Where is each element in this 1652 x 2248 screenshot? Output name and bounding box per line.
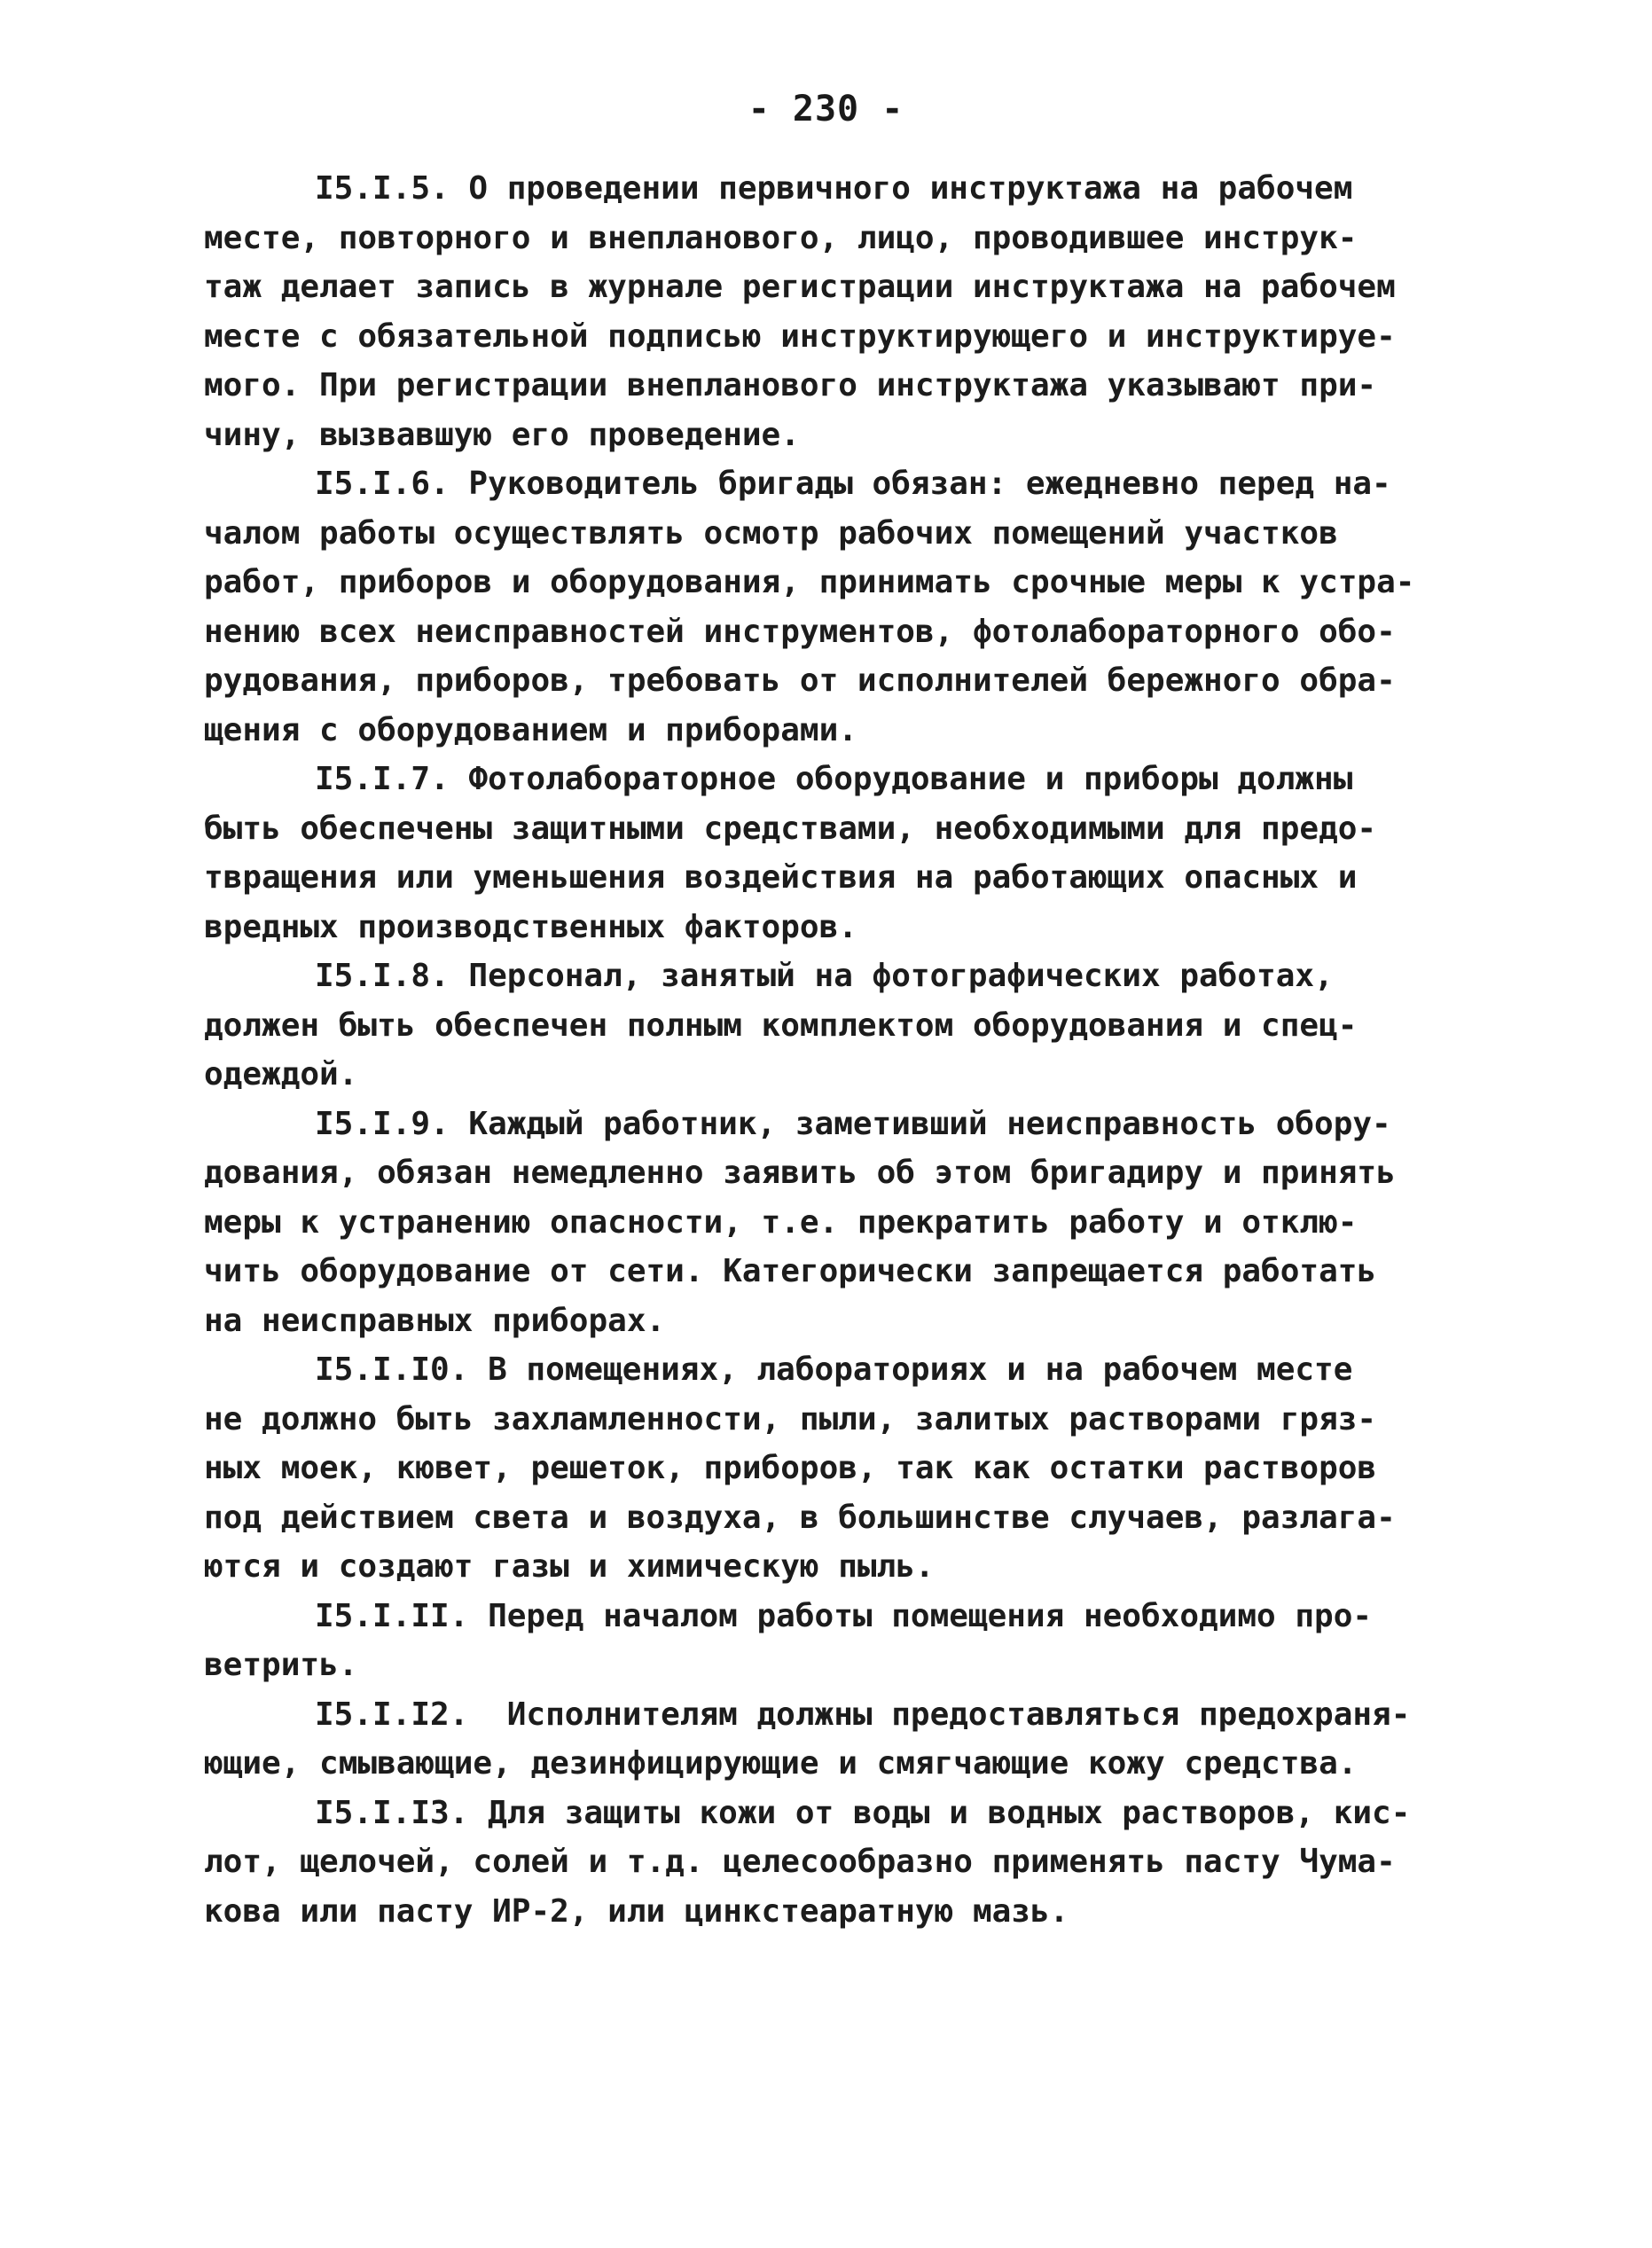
- text-line: I5.I.5. О проведении первичного инструктажа на рабочем: [315, 170, 1353, 207]
- text-line: кова или пасту ИР-2, или цинкстеаратную мазь.: [204, 1892, 1069, 1930]
- text-line: I5.I.9. Каждый работник, заметивший неисправность обору-: [315, 1105, 1391, 1142]
- text-line: не должно быть захламленности, пыли, залитых растворами гряз-: [204, 1400, 1377, 1437]
- text-line: I5.I.II. Перед началом работы помещения необходимо про-: [315, 1597, 1373, 1634]
- text-line: месте, повторного и внепланового, лицо, проводившее инструк-: [204, 219, 1358, 256]
- text-line: I5.I.8. Персонал, занятый на фотографических работах,: [315, 958, 1334, 994]
- text-line: под действием света и воздуха, в большинстве случаев, разлага-: [204, 1499, 1396, 1536]
- text-line: I5.I.I3. Для защиты кожи от воды и водных растворов, кис-: [315, 1794, 1411, 1831]
- text-line: рудования, приборов, требовать от исполнителей бережного обра-: [204, 662, 1396, 699]
- text-line: месте с обязательной подписью инструктирующего и инструктируе-: [204, 317, 1396, 355]
- text-line: чину, вызвавшую его проведение.: [204, 416, 800, 453]
- page-number: - 230 -: [748, 89, 904, 129]
- text-line: таж делает запись в журнале регистрации инструктажа на рабочем: [204, 269, 1396, 305]
- document-body: [204, 164, 1472, 1936]
- text-line: дования, обязан немедленно заявить об этом бригадиру и принять: [204, 1155, 1396, 1191]
- text-line: ются и создают газы и химическую пыль.: [204, 1548, 935, 1585]
- text-line: I5.I.I2. Исполнителям должны предоставляться предохраня-: [315, 1696, 1411, 1733]
- text-line: на неисправных приборах.: [204, 1302, 666, 1339]
- text-line: I5.I.I0. В помещениях, лабораториях и на рабочем месте: [315, 1351, 1353, 1388]
- text-line: мого. При регистрации внепланового инструктажа указывают при-: [204, 367, 1377, 403]
- text-line: I5.I.7. Фотолабораторное оборудование и приборы должны: [315, 761, 1353, 797]
- text-line: вредных производственных факторов.: [204, 908, 857, 945]
- text-line: ных моек, кювет, решеток, приборов, так как остатки растворов: [204, 1450, 1377, 1486]
- text-line: меры к устранению опасности, т.е. прекратить работу и отклю-: [204, 1203, 1358, 1241]
- text-line: чалом работы осуществлять осмотр рабочих помещений участков: [204, 514, 1338, 552]
- text-line: чить оборудование от сети. Категорически запрещается работать: [204, 1253, 1377, 1289]
- text-line: быть обеспечены защитными средствами, необходимыми для предо-: [204, 810, 1377, 847]
- text-line: ветрить.: [204, 1647, 358, 1683]
- text-line: работ, приборов и оборудования, принимать срочные меры к устра-: [204, 564, 1415, 600]
- text-line: щения с оборудованием и приборами.: [204, 711, 857, 748]
- text-line: лот, щелочей, солей и т.д. целесообразно применять пасту Чума-: [204, 1844, 1396, 1880]
- text-line: должен быть обеспечен полным комплектом оборудования и спец-: [204, 1007, 1358, 1044]
- text-line: одеждой.: [204, 1056, 358, 1093]
- text-line: ющие, смывающие, дезинфицирующие и смягчающие кожу средства.: [204, 1745, 1358, 1782]
- text-line: нению всех неисправностей инструментов, фотолабораторного обо-: [204, 613, 1396, 650]
- text-line: твращения или уменьшения воздействия на работающих опасных и: [204, 859, 1358, 896]
- text-line: I5.I.6. Руководитель бригады обязан: ежедневно перед на-: [315, 466, 1391, 502]
